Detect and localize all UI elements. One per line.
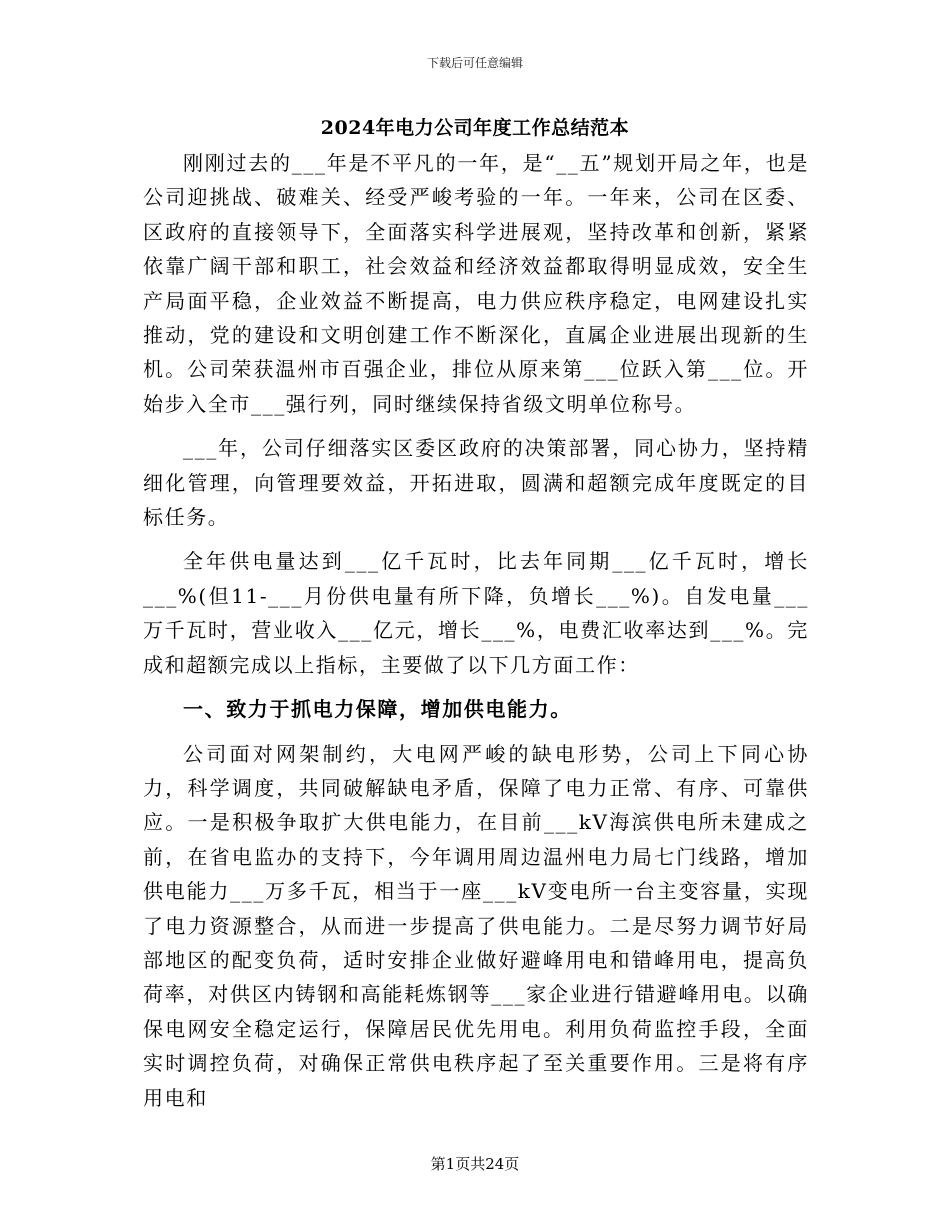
section-heading: 一、致力于抓电力保障，增加供电能力。 [183, 697, 572, 722]
body-paragraph: 全年供电量达到___亿千瓦时，比去年同期___亿千瓦时，增长___%(但11-___月份供电量有所下降，负增长___%)。自发电量___万千瓦时，营业收入___亿元，增长___%，电费汇收率达到___%。完成和超额完成以上指标，主要做了以下几方面工作： [143, 549, 809, 677]
document-body [143, 146, 809, 1125]
section-paragraph: 公司面对网架制约，大电网严峻的缺电形势，公司上下同心协力，科学调度，共同破解缺电矛盾，保障了电力正常、有序、可靠供应。一是积极争取扩大供电能力，在目前___kV海滨供电所未建成之前，在省电监办的支持下，今年调用周边温州电力局七门线路，增加供电能力___万多千瓦，相当于一座___kV变电所一台主变容量，实现了电力资源整合，从而进一步提高了供电能力。二是尽努力调节好局部地区的配变负荷，适时安排企业做好避峰用电和错峰用电，提高负荷率，对供区内铸钢和高能耗炼钢等___家企业进行错避峰用电。以确保电网安全稳定运行，保障居民优先用电。利用负荷监控手段，全面实时调控负荷，对确保正常供电秩序起了至关重要作用。三是将有序用电和 [143, 741, 809, 1110]
document-title: 2024年电力公司年度工作总结范本 [320, 117, 630, 139]
body-paragraph: ___年，公司仔细落实区委区政府的决策部署，同心协力，坚持精细化管理，向管理要效益，开拓进取，圆满和超额完成年度既定的目标任务。 [143, 436, 809, 530]
page-header-note: 下载后可任意编辑 [426, 56, 523, 70]
page-footer: 第1页共24页 [430, 1155, 520, 1173]
body-paragraph: 刚刚过去的___年是不平凡的一年，是“__五”规划开局之年，也是公司迎挑战、破难关、经受严峻考验的一年。一年来，公司在区委、区政府的直接领导下，全面落实科学进展观，坚持改革和创新，紧紧依靠广阔干部和职工，社会效益和经济效益都取得明显成效，安全生产局面平稳，企业效益不断提高，电力供应秩序稳定，电网建设扎实推动，党的建设和文明创建工作不断深化，直属企业进展出现新的生机。公司荣获温州市百强企业，排位从原来第___位跃入第___位。开始步入全市___强行列，同时继续保持省级文明单位称号。 [143, 151, 809, 416]
